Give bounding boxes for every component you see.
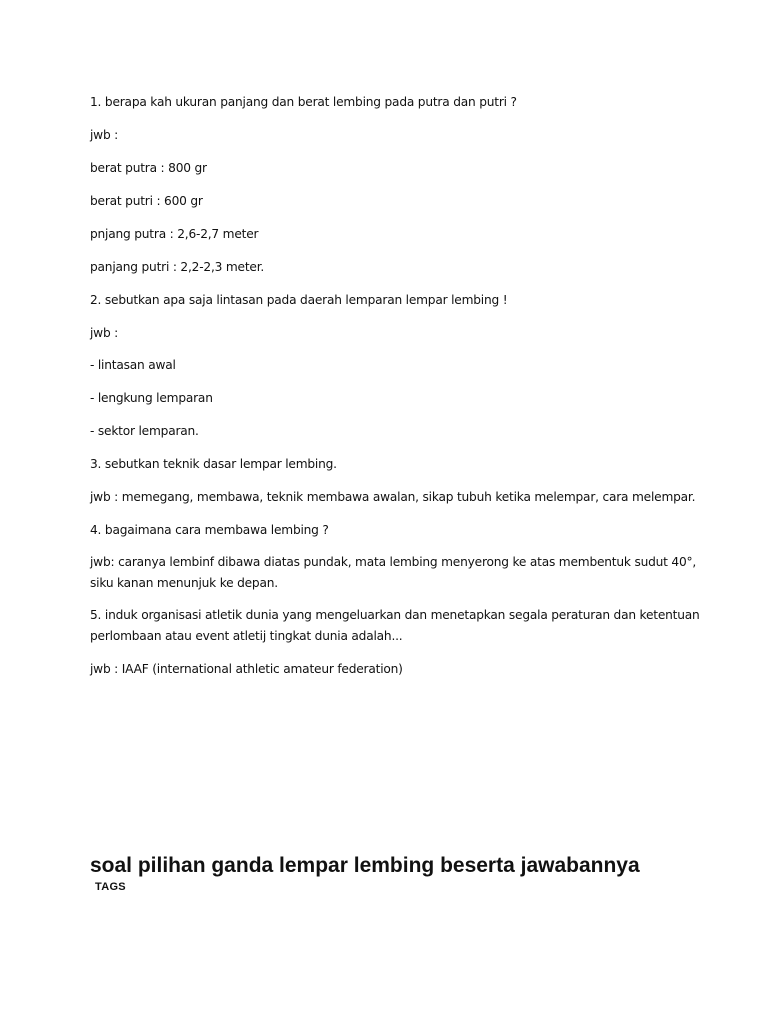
answer-line: berat putri : 600 gr <box>90 194 203 208</box>
answer-3: jwb : memegang, membawa, teknik membawa awalan, sikap tubuh ketika melempar, cara melempar. <box>90 490 696 504</box>
tags-label: TAGS <box>95 881 126 893</box>
question-5: 5. induk organisasi atletik dunia yang mengeluarkan dan menetapkan segala peraturan dan ketentuan <box>90 608 700 622</box>
answer-line: pnjang putra : 2,6-2,7 meter <box>90 227 259 241</box>
answer-4: jwb: caranya lembinf dibawa diatas pundak, mata lembing menyerong ke atas membentuk sudut 40°, <box>90 555 697 569</box>
answer-line: panjang putri : 2,2-2,3 meter. <box>90 260 265 274</box>
answer-line: - lintasan awal <box>90 358 176 372</box>
question-2: 2. sebutkan apa saja lintasan pada daerah lemparan lempar lembing ! <box>90 293 508 307</box>
answer-4-continued: siku kanan menunjuk ke depan. <box>90 576 278 590</box>
question-5-continued: perlombaan atau event atletij tingkat dunia adalah... <box>90 629 403 643</box>
question-1: 1. berapa kah ukuran panjang dan berat lembing pada putra dan putri ? <box>90 95 517 109</box>
answer-line: - sektor lemparan. <box>90 424 199 438</box>
answer-label-1: jwb : <box>90 128 119 142</box>
answer-line: berat putra : 800 gr <box>90 161 207 175</box>
answer-5: jwb : IAAF (international athletic amateur federation) <box>90 662 403 676</box>
answer-label-2: jwb : <box>90 326 119 340</box>
answer-line: - lengkung lemparan <box>90 391 213 405</box>
question-4: 4. bagaimana cara membawa lembing ? <box>90 523 329 537</box>
document-title: soal pilihan ganda lempar lembing beserta jawabannya <box>90 854 640 877</box>
question-3: 3. sebutkan teknik dasar lempar lembing. <box>90 457 337 471</box>
